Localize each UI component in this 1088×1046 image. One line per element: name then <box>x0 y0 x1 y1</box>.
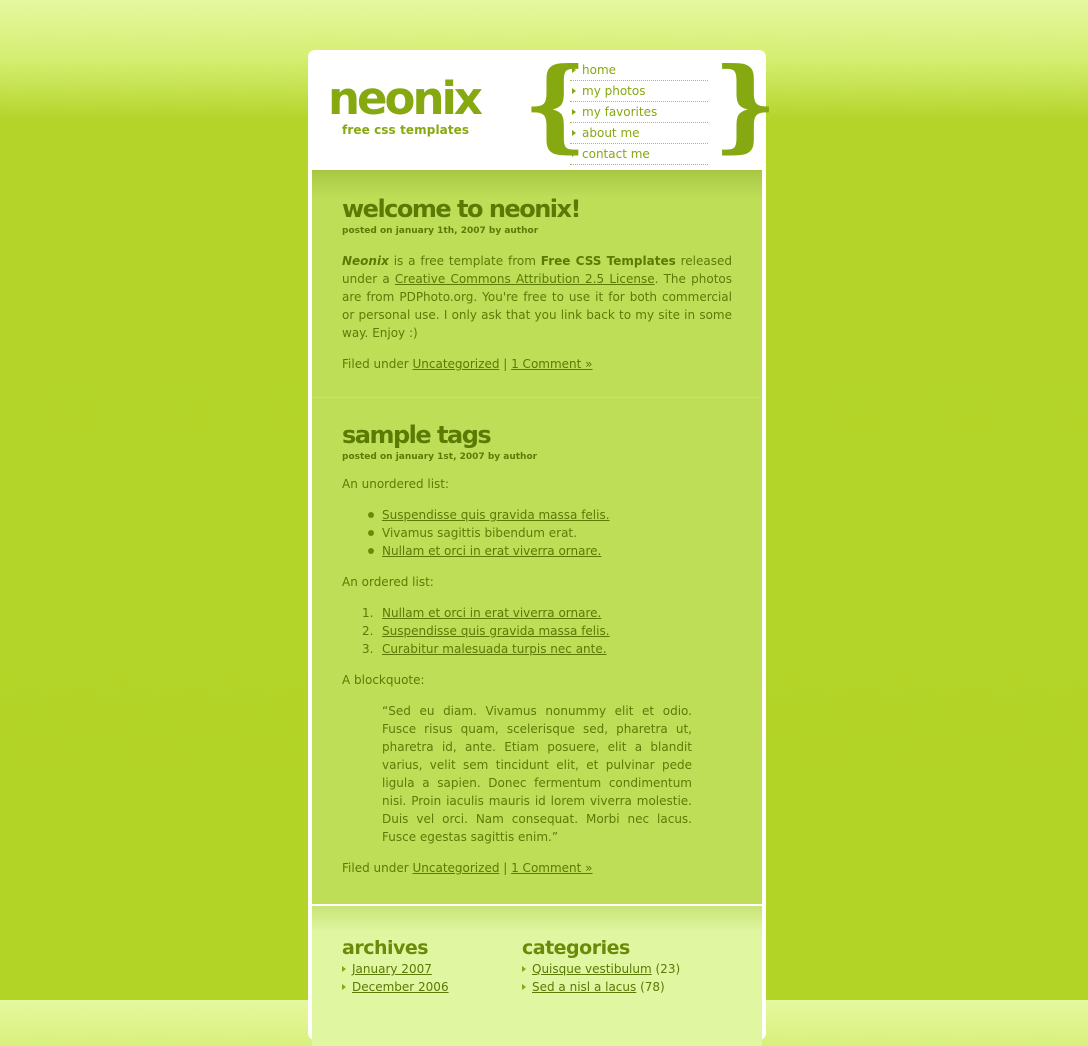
list-item: 1. Nullam et orci in erat viverra ornare. <box>362 606 602 620</box>
category-link[interactable]: Quisque vestibulum <box>532 962 652 976</box>
footer-widgets <box>312 904 762 1046</box>
archives-heading: archives <box>342 937 429 959</box>
arrow-icon <box>342 966 346 972</box>
nav-item-about-me[interactable] <box>570 123 708 144</box>
post-title[interactable]: sample tags <box>342 421 491 449</box>
blockquote: “Sed eu diam. Vivamus nonummy elit et odio. Fusce risus quam, scelerisque sed, pharetra ut, pharetra id, ante. Etiam posuere, elit a blandit varius, velit sem tincidunt elit, et pulvinar pede ligula a sapien. Donec fermentum condimentum nisi. Proin iaculis mauris id lorem viverra molestie. Duis vel orci. Nam consequat. Morbi nec lacus. Fusce egestas sagittis enim.” <box>382 704 692 844</box>
list-item: 2. Suspendisse quis gravida massa felis. <box>362 624 610 638</box>
bullet-icon <box>368 530 374 536</box>
nav-item-my-photos[interactable] <box>570 81 708 102</box>
page-container <box>308 45 778 1040</box>
list-item <box>522 960 680 978</box>
blockquote-label: A blockquote: <box>342 673 425 687</box>
arrow-icon <box>342 984 346 990</box>
categories-widget <box>522 936 680 996</box>
free-css-templates-text: Free CSS Templates <box>540 254 676 268</box>
list-item <box>342 506 732 524</box>
arrow-icon <box>572 88 576 94</box>
nav-link-about-me[interactable]: about me <box>582 126 640 140</box>
nav-link-contact-me[interactable]: contact me <box>582 147 650 161</box>
list-link[interactable]: Nullam et orci in erat viverra ornare. <box>382 606 602 620</box>
category-link[interactable]: Uncategorized <box>412 861 500 875</box>
archives-list <box>342 960 449 996</box>
categories-list <box>522 960 680 996</box>
category-link[interactable]: Sed a nisl a lacus <box>532 980 637 994</box>
archive-link[interactable]: December 2006 <box>352 980 449 994</box>
post-footer: Filed under Uncategorized | 1 Comment » <box>342 861 593 875</box>
post-sample-tags <box>342 420 732 877</box>
comments-link[interactable]: 1 Comment » <box>511 861 593 875</box>
list-item <box>522 978 680 996</box>
left-brace-decoration: { <box>523 45 588 163</box>
post-welcome <box>342 194 732 373</box>
arrow-icon <box>572 130 576 136</box>
unordered-list <box>342 506 732 560</box>
list-link[interactable]: Suspendisse quis gravida massa felis. <box>382 624 610 638</box>
bullet-icon <box>368 512 374 518</box>
list-item <box>342 960 449 978</box>
list-item <box>342 542 732 560</box>
ordered-list-label: An ordered list: <box>342 575 434 589</box>
bullet-icon <box>368 548 374 554</box>
right-brace-decoration: } <box>713 45 778 163</box>
nav-item-my-favorites[interactable] <box>570 102 708 123</box>
arrow-icon <box>572 67 576 73</box>
post-meta: posted on january 1st, 2007 by author <box>342 452 538 462</box>
nav-link-my-favorites[interactable]: my favorites <box>582 105 658 119</box>
arrow-icon <box>522 966 526 972</box>
nav-link-my-photos[interactable]: my photos <box>582 84 646 98</box>
categories-heading: categories <box>522 937 630 959</box>
nav-item-home[interactable] <box>570 60 708 81</box>
main-content <box>312 170 762 906</box>
list-item: 3. Curabitur malesuada turpis nec ante. <box>362 642 607 656</box>
list-link[interactable]: Suspendisse quis gravida massa felis. <box>382 508 610 522</box>
list-link[interactable]: Curabitur malesuada turpis nec ante. <box>382 642 607 656</box>
list-item: Vivamus sagittis bibendum erat. <box>342 524 732 542</box>
list-item <box>342 978 449 996</box>
list-link[interactable]: Nullam et orci in erat viverra ornare. <box>382 544 602 558</box>
license-link[interactable]: Creative Commons Attribution 2.5 License <box>394 272 655 286</box>
brand-name: Neonix <box>342 254 389 268</box>
category-count: (23) <box>651 962 681 976</box>
category-count: (78) <box>636 980 665 994</box>
post-body: Neonix is a free template from Free CSS Templates released under a Creative Commons Attribution 2.5 License. The photos are from PDPhoto.org. You're free to use it for both commercial or personal use. I only ask that you link back to my site in some way. Enjoy :) <box>342 254 732 340</box>
site-slogan: free css templates <box>342 123 470 137</box>
ordered-list <box>342 604 732 658</box>
arrow-icon <box>572 109 576 115</box>
comments-link[interactable]: 1 Comment » <box>511 357 593 371</box>
post-meta: posted on january 1th, 2007 by author <box>342 226 539 236</box>
post-footer: Filed under Uncategorized | 1 Comment » <box>342 357 593 371</box>
arrow-icon <box>572 151 576 157</box>
archives-widget <box>342 936 449 996</box>
site-logo[interactable]: neonix <box>328 72 480 125</box>
nav-item-contact-me[interactable] <box>570 144 708 165</box>
nav-link-home[interactable]: home <box>582 63 617 77</box>
unordered-list-label: An unordered list: <box>342 477 450 491</box>
post-divider <box>312 397 762 398</box>
main-nav <box>570 60 708 165</box>
post-title[interactable]: welcome to neonix! <box>342 195 580 223</box>
archive-link[interactable]: January 2007 <box>352 962 432 976</box>
category-link[interactable]: Uncategorized <box>412 357 500 371</box>
arrow-icon <box>522 984 526 990</box>
